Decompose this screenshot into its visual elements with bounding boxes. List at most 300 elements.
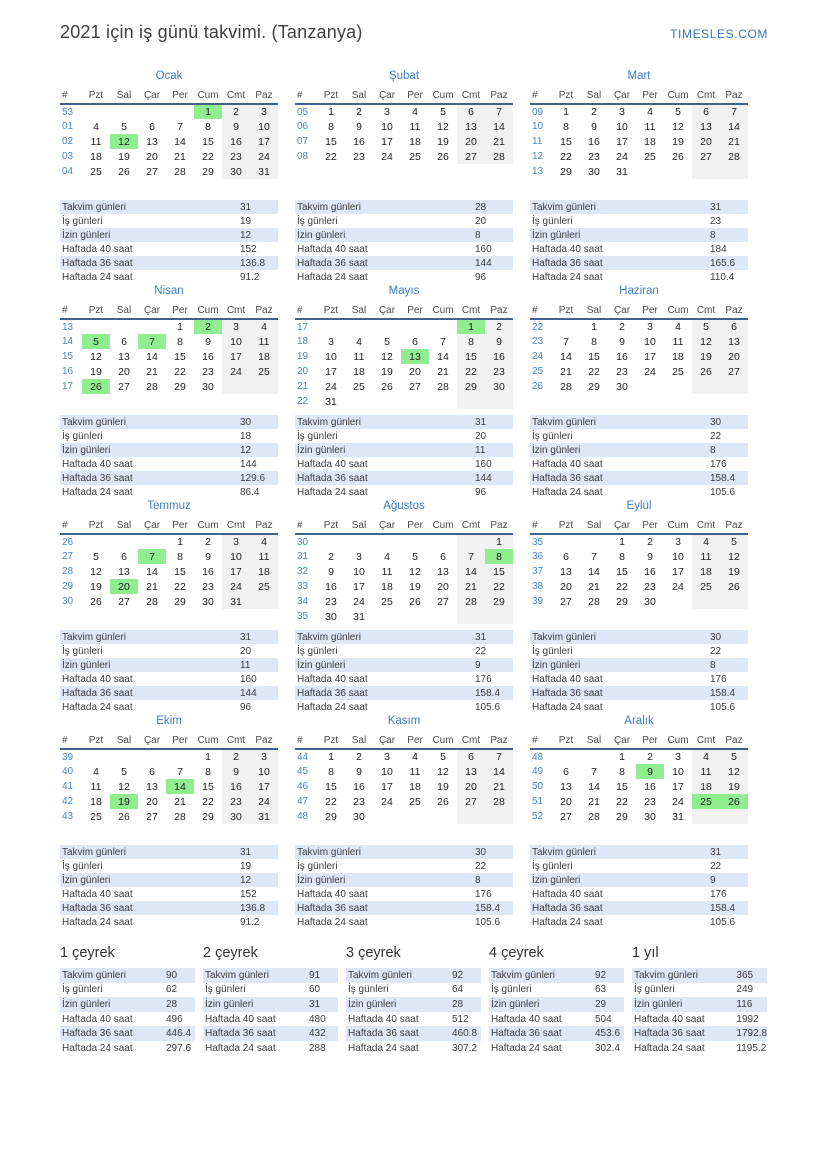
calendar-head	[530, 303, 748, 319]
week-row	[60, 349, 278, 364]
calendar-body	[295, 104, 513, 164]
day-cell	[429, 609, 457, 624]
day-col-header: Cmt	[457, 88, 485, 104]
stat-label: İş günleri	[62, 860, 103, 872]
summary-1-stats-table	[60, 968, 195, 1056]
month-9	[530, 499, 748, 714]
calendar-body	[295, 534, 513, 624]
calendar-wrap	[295, 733, 513, 845]
day-cell: 10	[353, 565, 365, 578]
calendar-header-row	[60, 88, 278, 104]
week-number-cell: 39	[62, 751, 74, 763]
week-row	[295, 349, 513, 364]
day-cell: 26	[118, 165, 130, 178]
stat-value: 136.8	[240, 902, 266, 914]
stat-value: 460.8	[452, 1028, 478, 1040]
calendar-table	[295, 733, 513, 824]
day-cell: 21	[174, 150, 186, 163]
day-cell: 18	[409, 780, 421, 793]
week-number-cell: 10	[532, 121, 544, 132]
day-cell: 22	[485, 579, 513, 594]
calendar-table	[530, 88, 748, 179]
week-row	[530, 149, 748, 164]
week-row	[295, 134, 513, 149]
day-cell: 17	[381, 135, 393, 148]
week-number-cell: 13	[62, 321, 74, 333]
day-cell: 21	[146, 580, 158, 593]
month-8-stat-row	[295, 700, 513, 714]
day-cell: 21	[146, 365, 158, 378]
day-cell: 2	[222, 749, 250, 764]
day-cell: 8	[457, 334, 485, 349]
stat-value: 144	[240, 687, 257, 699]
stat-value: 30	[240, 416, 252, 428]
month-7-stat-row	[60, 672, 278, 686]
holiday-day-cell: 2	[194, 319, 222, 334]
day-cell: 24	[672, 580, 684, 593]
day-cell: 4	[692, 534, 720, 549]
day-cell	[138, 104, 166, 119]
stat-value: 105.6	[475, 701, 501, 713]
calendar-header-row	[60, 303, 278, 319]
calendar-header-row	[60, 733, 278, 749]
month-2-stat-row	[295, 242, 513, 256]
day-cell: 12	[672, 120, 684, 133]
month-10	[60, 714, 278, 929]
stat-value: 31	[710, 201, 722, 213]
day-cell: 3	[328, 335, 334, 348]
day-cell: 7	[440, 335, 446, 348]
holiday-day-cell: 13	[401, 349, 429, 364]
stat-value: 96	[240, 701, 252, 713]
day-cell: 30	[202, 595, 214, 608]
calendar-header-row	[295, 88, 513, 104]
day-cell: 28	[437, 380, 449, 393]
week-number-cell: 18	[297, 336, 309, 347]
month-11-stat-row	[295, 845, 513, 859]
day-cell: 24	[381, 150, 393, 163]
stat-label: İş günleri	[348, 984, 389, 996]
stat-label: Haftada 40 saat	[532, 458, 603, 470]
summary-1	[60, 945, 195, 1056]
month-6-stat-row	[530, 429, 748, 443]
day-cell: 2	[328, 550, 334, 563]
week-row	[60, 119, 278, 134]
day-col-header: Cmt	[692, 88, 720, 104]
day-cell: 20	[146, 150, 158, 163]
day-cell: 15	[174, 565, 186, 578]
day-cell	[373, 319, 401, 334]
day-cell: 22	[174, 580, 186, 593]
day-cell: 22	[325, 150, 337, 163]
stat-label: Haftada 36 saat	[297, 472, 368, 484]
summary-3-stat-row	[346, 1041, 481, 1056]
day-cell: 30	[222, 809, 250, 824]
week-row	[530, 749, 748, 764]
day-cell: 4	[384, 550, 390, 563]
calendar-head	[60, 303, 278, 319]
day-cell: 2	[647, 751, 653, 763]
stat-value: 105.6	[710, 486, 736, 498]
week-row	[530, 349, 748, 364]
stat-value: 8	[710, 659, 716, 671]
day-cell: 8	[177, 335, 183, 348]
day-cell: 31	[325, 395, 337, 408]
calendar-wrap	[60, 733, 278, 845]
stat-value: 496	[166, 1013, 183, 1025]
week-row	[60, 779, 278, 794]
stat-label: Haftada 36 saat	[532, 257, 603, 269]
day-cell	[720, 809, 748, 824]
week-row	[530, 534, 748, 549]
day-cell: 5	[720, 534, 748, 549]
day-cell: 23	[616, 365, 628, 378]
day-cell: 1	[485, 534, 513, 549]
stat-value: 92	[595, 969, 607, 981]
month-3-stats-table	[530, 200, 748, 284]
day-cell: 27	[409, 380, 421, 393]
stat-label: Takvim günleri	[62, 969, 126, 981]
day-cell: 24	[325, 380, 337, 393]
day-cell: 16	[222, 779, 250, 794]
day-cell: 9	[205, 335, 211, 348]
holiday-day-cell: 7	[138, 549, 166, 564]
day-cell: 3	[222, 319, 250, 334]
day-cell: 13	[146, 135, 158, 148]
week-row	[295, 579, 513, 594]
day-cell: 24	[616, 150, 628, 163]
stat-label: Haftada 36 saat	[532, 902, 603, 914]
week-row	[60, 794, 278, 809]
day-cell: 27	[457, 794, 485, 809]
day-cell: 17	[672, 780, 684, 793]
stat-value: 11	[475, 444, 486, 456]
day-cell: 5	[384, 335, 390, 348]
day-col-header: Per	[636, 518, 664, 534]
day-cell: 13	[560, 565, 572, 578]
day-cell: 2	[222, 104, 250, 119]
day-cell: 6	[563, 765, 569, 778]
stat-value: 1195.2	[736, 1042, 767, 1054]
calendar-body	[530, 104, 748, 179]
day-cell: 13	[457, 119, 485, 134]
month-12-stat-row	[530, 901, 748, 915]
day-col-header: Çar	[138, 518, 166, 534]
stat-label: Takvim günleri	[62, 846, 126, 858]
stat-value: 160	[240, 673, 257, 685]
summary-1-stat-row	[60, 1026, 195, 1041]
stat-label: Takvim günleri	[532, 201, 596, 213]
day-col-header: Cmt	[457, 518, 485, 534]
day-cell	[457, 394, 485, 409]
day-cell: 17	[222, 564, 250, 579]
day-cell: 19	[720, 779, 748, 794]
day-cell: 11	[672, 335, 684, 348]
stat-value: 12	[240, 874, 252, 886]
day-cell: 12	[692, 334, 720, 349]
week-number-cell: 34	[297, 596, 309, 607]
stat-value: 144	[475, 257, 492, 269]
week-number-cell: 46	[297, 781, 309, 792]
week-row	[295, 749, 513, 764]
calendar-head	[530, 733, 748, 749]
day-cell: 6	[149, 120, 155, 133]
week-number-cell: 49	[532, 766, 544, 777]
calendar-head	[295, 303, 513, 319]
day-col-header: Paz	[485, 303, 513, 319]
stat-label: İş günleri	[205, 984, 246, 996]
day-cell	[110, 534, 138, 549]
summary-4-stat-row	[489, 1012, 624, 1027]
day-cell: 10	[250, 764, 278, 779]
month-2-stat-row	[295, 200, 513, 214]
day-cell: 16	[588, 135, 600, 148]
month-6-stat-row	[530, 471, 748, 485]
calendar-body	[530, 749, 748, 824]
day-cell: 15	[174, 350, 186, 363]
stat-label: Takvim günleri	[62, 416, 126, 428]
stat-value: 158.4	[475, 902, 501, 914]
stat-label: Haftada 36 saat	[297, 687, 368, 699]
month-10-stat-row	[60, 887, 278, 901]
day-cell: 17	[353, 580, 365, 593]
week-number-cell: 16	[62, 366, 74, 377]
week-number-cell: 42	[62, 796, 74, 807]
day-cell: 12	[720, 549, 748, 564]
day-col-header: Pzt	[552, 88, 580, 104]
day-cell: 22	[588, 365, 600, 378]
day-col-header: Paz	[720, 518, 748, 534]
day-cell: 31	[222, 594, 250, 609]
day-cell: 1	[591, 321, 597, 333]
month-11-stats-table	[295, 845, 513, 929]
day-cell: 20	[146, 795, 158, 808]
week-number-cell: 25	[532, 366, 544, 377]
day-cell: 23	[202, 580, 214, 593]
stat-label: Haftada 36 saat	[491, 1028, 562, 1040]
week-number-cell: 19	[297, 351, 309, 362]
stat-label: Haftada 40 saat	[491, 1013, 562, 1025]
day-col-header: Cmt	[222, 733, 250, 749]
day-cell	[692, 594, 720, 609]
day-cell: 29	[588, 380, 600, 393]
day-cell	[82, 319, 110, 334]
week-row	[60, 164, 278, 179]
day-col-header: Paz	[250, 303, 278, 319]
stat-label: Haftada 40 saat	[348, 1013, 419, 1025]
day-col-header: Cum	[429, 733, 457, 749]
calendar-wrap	[295, 88, 513, 200]
day-cell: 14	[146, 565, 158, 578]
stat-value: 11	[240, 659, 251, 671]
week-number-cell: 26	[532, 381, 544, 392]
stat-value: 453.6	[595, 1028, 621, 1040]
day-cell: 9	[356, 765, 362, 778]
month-12	[530, 714, 748, 929]
stat-value: 60	[309, 984, 321, 996]
day-cell: 19	[118, 150, 130, 163]
day-col-header: Pzt	[82, 733, 110, 749]
stat-label: Haftada 36 saat	[62, 1028, 133, 1040]
day-cell	[485, 609, 513, 624]
day-cell: 7	[457, 549, 485, 564]
month-title: Mart	[627, 70, 651, 82]
day-col-header: Sal	[580, 88, 608, 104]
summary-5-stat-row	[632, 983, 767, 998]
day-cell: 4	[412, 106, 418, 118]
day-cell	[401, 534, 429, 549]
day-cell: 1	[177, 321, 183, 333]
calendar-wrap	[530, 88, 748, 200]
stat-label: Takvim günleri	[62, 201, 126, 213]
holiday-day-cell: 26	[82, 379, 110, 394]
day-cell: 23	[644, 580, 656, 593]
week-number-cell: 45	[297, 766, 309, 777]
day-cell: 13	[457, 764, 485, 779]
day-cell: 28	[146, 595, 158, 608]
day-cell: 6	[149, 765, 155, 778]
summary-2-stat-row	[203, 1026, 338, 1041]
day-cell: 18	[672, 350, 684, 363]
day-col-header: Pzt	[552, 733, 580, 749]
day-cell: 7	[177, 765, 183, 778]
day-cell: 22	[325, 795, 337, 808]
calendar-table	[530, 518, 748, 609]
day-cell: 29	[202, 165, 214, 178]
day-cell: 25	[353, 380, 365, 393]
month-9-stat-row	[530, 700, 748, 714]
summary-4-stat-row	[489, 968, 624, 983]
day-cell: 29	[485, 594, 513, 609]
stat-label: İzin günleri	[62, 659, 111, 671]
summary-title: 3 çeyrek	[346, 945, 401, 961]
day-cell: 5	[720, 749, 748, 764]
day-cell: 3	[222, 534, 250, 549]
day-col-header: Cmt	[692, 303, 720, 319]
day-cell: 15	[457, 349, 485, 364]
week-row	[60, 534, 278, 549]
day-col-header: Çar	[608, 733, 636, 749]
summary-2-stat-row	[203, 1041, 338, 1056]
summary-4-stat-row	[489, 983, 624, 998]
month-8-stat-row	[295, 630, 513, 644]
day-cell: 27	[720, 364, 748, 379]
day-cell: 17	[250, 779, 278, 794]
week-col-header: #	[295, 733, 317, 749]
day-cell: 29	[325, 810, 337, 823]
stat-label: Haftada 24 saat	[297, 271, 368, 283]
calendar-body	[530, 534, 748, 609]
stat-label: Haftada 24 saat	[62, 916, 133, 928]
day-cell: 14	[588, 565, 600, 578]
stat-label: Haftada 24 saat	[62, 701, 133, 713]
day-col-header: Cmt	[222, 88, 250, 104]
day-cell: 8	[328, 120, 334, 133]
day-cell: 7	[591, 550, 597, 563]
stat-label: Takvim günleri	[297, 201, 361, 213]
day-cell: 29	[174, 380, 186, 393]
day-cell: 22	[616, 580, 628, 593]
month-3	[530, 69, 748, 284]
month-4-stat-row	[60, 485, 278, 499]
week-row	[530, 779, 748, 794]
day-col-header: Cmt	[457, 303, 485, 319]
month-1-stat-row	[60, 256, 278, 270]
day-cell: 30	[644, 810, 656, 823]
day-cell	[82, 104, 110, 119]
day-cell: 18	[250, 349, 278, 364]
day-cell: 23	[325, 595, 337, 608]
holiday-day-cell: 12	[110, 134, 138, 149]
stat-value: 8	[475, 874, 481, 886]
summary-title: 2 çeyrek	[203, 945, 258, 961]
week-row	[530, 104, 748, 119]
day-cell	[166, 749, 194, 764]
day-cell: 15	[616, 565, 628, 578]
stat-value: 136.8	[240, 257, 266, 269]
month-11-stat-row	[295, 873, 513, 887]
calendar-table	[60, 303, 278, 394]
day-cell: 27	[118, 380, 130, 393]
day-col-header: Sal	[580, 518, 608, 534]
week-number-cell: 31	[297, 551, 309, 562]
stat-label: Haftada 24 saat	[205, 1042, 276, 1054]
day-col-header: Çar	[373, 88, 401, 104]
calendar-header-row	[530, 733, 748, 749]
calendar-body	[530, 319, 748, 394]
day-cell: 19	[409, 580, 421, 593]
stat-value: 504	[595, 1013, 612, 1025]
day-col-header: Sal	[345, 733, 373, 749]
month-12-stat-row	[530, 845, 748, 859]
holiday-day-cell: 7	[138, 334, 166, 349]
holiday-day-cell: 1	[194, 104, 222, 119]
month-10-stats-table	[60, 845, 278, 929]
day-cell: 29	[616, 595, 628, 608]
week-number-cell: 09	[532, 106, 544, 118]
day-cell: 16	[222, 134, 250, 149]
week-row	[295, 594, 513, 609]
stat-value: 446.4	[166, 1028, 192, 1040]
day-cell: 31	[250, 164, 278, 179]
day-cell: 4	[647, 106, 653, 118]
site-link[interactable]: TIMESLES.COM	[670, 27, 768, 41]
week-number-cell: 11	[532, 136, 543, 147]
stat-value: 105.6	[475, 916, 501, 928]
month-6	[530, 284, 748, 499]
month-5-stat-row	[295, 443, 513, 457]
day-cell: 11	[353, 350, 365, 363]
day-col-header: Sal	[580, 303, 608, 319]
day-cell: 17	[616, 135, 628, 148]
month-10-stat-row	[60, 845, 278, 859]
month-9-stat-row	[530, 686, 748, 700]
month-6-stat-row	[530, 457, 748, 471]
calendar-body	[60, 319, 278, 394]
day-cell	[250, 379, 278, 394]
day-cell	[373, 534, 401, 549]
day-cell: 11	[409, 765, 421, 778]
page-title: 2021 için iş günü takvimi. (Tanzanya)	[60, 22, 363, 42]
stat-label: İzin günleri	[297, 229, 346, 241]
day-col-header: Per	[401, 303, 429, 319]
day-cell: 17	[672, 565, 684, 578]
month-11-stat-row	[295, 901, 513, 915]
summary-1-stat-row	[60, 1041, 195, 1056]
day-cell: 29	[616, 810, 628, 823]
day-col-header: Cum	[194, 303, 222, 319]
month-1-stat-row	[60, 214, 278, 228]
